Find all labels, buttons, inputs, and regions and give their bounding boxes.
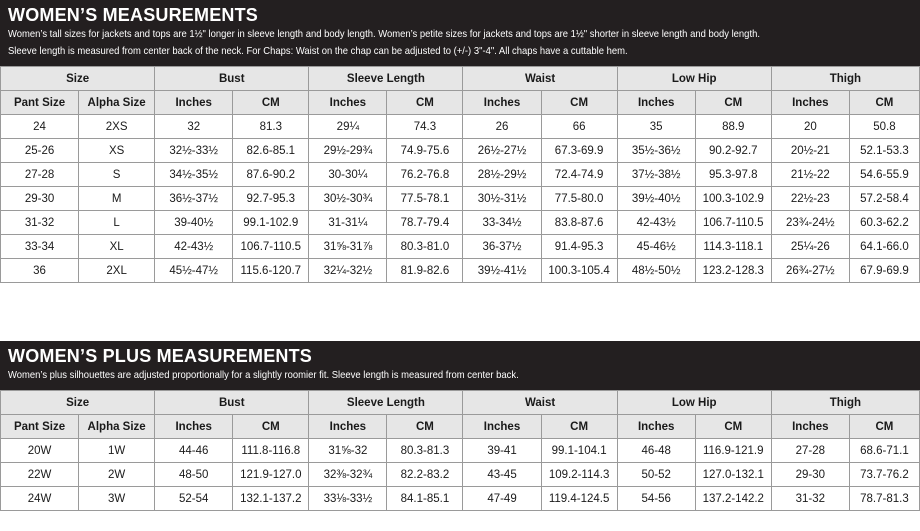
table-cell: XS	[79, 139, 155, 163]
plus-group-thigh: Thigh	[771, 391, 919, 415]
table-row	[1, 115, 920, 139]
table-cell: 32⅜-32¾	[309, 463, 387, 487]
table-cell: 29¼	[309, 115, 387, 139]
table-cell: 31⅝-32	[309, 439, 387, 463]
table-cell: 29-30	[771, 463, 849, 487]
table-cell: 25¼-26	[771, 235, 849, 259]
table-cell: 24	[1, 115, 79, 139]
table-cell: 84.1-85.1	[387, 487, 463, 511]
table-cell: 92.7-95.3	[233, 187, 309, 211]
table-cell: 32	[155, 115, 233, 139]
table-cell: 39½-41½	[463, 259, 541, 283]
table-row	[1, 139, 920, 163]
table-cell: 115.6-120.7	[233, 259, 309, 283]
table-cell: 42-43½	[617, 211, 695, 235]
table-cell: 50.8	[849, 115, 919, 139]
table-cell: 80.3-81.0	[387, 235, 463, 259]
table-cell: 43-45	[463, 463, 541, 487]
table-row	[1, 463, 920, 487]
table-cell: 45-46½	[617, 235, 695, 259]
womens-table-body	[1, 115, 920, 283]
table-cell: 88.9	[695, 115, 771, 139]
table-cell: 81.9-82.6	[387, 259, 463, 283]
table-cell: 90.2-92.7	[695, 139, 771, 163]
womens-subheader-row	[1, 91, 920, 115]
table-cell: 47-49	[463, 487, 541, 511]
table-cell: 32½-33½	[155, 139, 233, 163]
table-cell: 60.3-62.2	[849, 211, 919, 235]
table-cell: 32¼-32½	[309, 259, 387, 283]
column-header: CM	[233, 91, 309, 115]
column-header: Inches	[463, 91, 541, 115]
table-cell: 39-40½	[155, 211, 233, 235]
table-cell: 91.4-95.3	[541, 235, 617, 259]
table-cell: 29-30	[1, 187, 79, 211]
table-cell: 22W	[1, 463, 79, 487]
table-cell: 33-34½	[463, 211, 541, 235]
table-row	[1, 487, 920, 511]
table-cell: 99.1-102.9	[233, 211, 309, 235]
table-cell: 83.8-87.6	[541, 211, 617, 235]
table-cell: 33-34	[1, 235, 79, 259]
section-spacer	[0, 283, 920, 341]
table-cell: 67.3-69.9	[541, 139, 617, 163]
table-cell: 39-41	[463, 439, 541, 463]
womens-note-2: Sleeve length is measured from center back of the neck. For Chaps: Waist on the chap can be adjusted to (+/-) 3"-4". All chaps have a cuttable hem.	[8, 45, 628, 57]
table-cell: 95.3-97.8	[695, 163, 771, 187]
table-cell: 2XS	[79, 115, 155, 139]
column-header: Inches	[617, 415, 695, 439]
column-header: Alpha Size	[79, 415, 155, 439]
table-cell: 46-48	[617, 439, 695, 463]
table-cell: 42-43½	[155, 235, 233, 259]
table-row	[1, 259, 920, 283]
table-cell: 119.4-124.5	[541, 487, 617, 511]
plus-size-table	[0, 390, 920, 511]
womens-header	[0, 0, 920, 66]
table-cell: 28½-29½	[463, 163, 541, 187]
table-cell: 26	[463, 115, 541, 139]
table-cell: 37½-38½	[617, 163, 695, 187]
womens-group-header-row	[1, 67, 920, 91]
table-cell: 48½-50½	[617, 259, 695, 283]
table-cell: 78.7-79.4	[387, 211, 463, 235]
table-cell: 111.8-116.8	[233, 439, 309, 463]
womens-group-sleeve-length: Sleeve Length	[309, 67, 463, 91]
plus-section	[0, 341, 920, 511]
table-cell: 54.6-55.9	[849, 163, 919, 187]
table-row	[1, 235, 920, 259]
column-header: CM	[849, 91, 919, 115]
table-cell: 64.1-66.0	[849, 235, 919, 259]
table-cell: 77.5-78.1	[387, 187, 463, 211]
column-header: Inches	[309, 415, 387, 439]
column-header: Inches	[309, 91, 387, 115]
plus-table-body	[1, 439, 920, 511]
table-cell: 52-54	[155, 487, 233, 511]
table-cell: 34½-35½	[155, 163, 233, 187]
plus-header	[0, 341, 920, 390]
column-header: Inches	[463, 415, 541, 439]
table-cell: 22½-23	[771, 187, 849, 211]
table-cell: 52.1-53.3	[849, 139, 919, 163]
table-cell: 36	[1, 259, 79, 283]
table-cell: 31-31¼	[309, 211, 387, 235]
table-cell: 21½-22	[771, 163, 849, 187]
table-cell: 35	[617, 115, 695, 139]
table-cell: 45½-47½	[155, 259, 233, 283]
table-cell: L	[79, 211, 155, 235]
table-cell: 127.0-132.1	[695, 463, 771, 487]
table-cell: XL	[79, 235, 155, 259]
column-header: CM	[233, 415, 309, 439]
table-cell: 72.4-74.9	[541, 163, 617, 187]
table-cell: 87.6-90.2	[233, 163, 309, 187]
table-cell: 67.9-69.9	[849, 259, 919, 283]
womens-title: WOMEN’S MEASUREMENTS	[8, 5, 259, 25]
table-cell: 78.7-81.3	[849, 487, 919, 511]
table-cell: 35½-36½	[617, 139, 695, 163]
table-cell: 81.3	[233, 115, 309, 139]
table-cell: 57.2-58.4	[849, 187, 919, 211]
table-cell: 27-28	[771, 439, 849, 463]
table-cell: 26¾-27½	[771, 259, 849, 283]
table-cell: 116.9-121.9	[695, 439, 771, 463]
table-cell: 3W	[79, 487, 155, 511]
column-header: Inches	[771, 415, 849, 439]
plus-group-bust: Bust	[155, 391, 309, 415]
table-cell: 68.6-71.1	[849, 439, 919, 463]
column-header: Inches	[155, 415, 233, 439]
table-cell: 2XL	[79, 259, 155, 283]
plus-group-low-hip: Low Hip	[617, 391, 771, 415]
table-cell: 74.3	[387, 115, 463, 139]
table-cell: 27-28	[1, 163, 79, 187]
table-cell: 82.6-85.1	[233, 139, 309, 163]
table-cell: 54-56	[617, 487, 695, 511]
table-cell: 100.3-102.9	[695, 187, 771, 211]
table-cell: 31-32	[771, 487, 849, 511]
table-cell: 109.2-114.3	[541, 463, 617, 487]
table-cell: 20	[771, 115, 849, 139]
table-cell: 36½-37½	[155, 187, 233, 211]
table-cell: 2W	[79, 463, 155, 487]
table-cell: 48-50	[155, 463, 233, 487]
plus-note-1: Women’s plus silhouettes are adjusted proportionally for a slightly roomier fit. Sleeve length is measured from center back.	[8, 369, 519, 381]
plus-subheader-row	[1, 415, 920, 439]
column-header: CM	[695, 415, 771, 439]
column-header: CM	[541, 91, 617, 115]
column-header: Inches	[155, 91, 233, 115]
table-cell: 121.9-127.0	[233, 463, 309, 487]
table-cell: 24W	[1, 487, 79, 511]
womens-group-bust: Bust	[155, 67, 309, 91]
table-cell: S	[79, 163, 155, 187]
column-header: Alpha Size	[79, 91, 155, 115]
table-cell: 123.2-128.3	[695, 259, 771, 283]
column-header: CM	[387, 91, 463, 115]
column-header: CM	[695, 91, 771, 115]
table-cell: 44-46	[155, 439, 233, 463]
table-row	[1, 187, 920, 211]
table-cell: 30½-30¾	[309, 187, 387, 211]
table-cell: 36-37½	[463, 235, 541, 259]
table-cell: 39½-40½	[617, 187, 695, 211]
plus-group-sleeve-length: Sleeve Length	[309, 391, 463, 415]
table-cell: 30½-31½	[463, 187, 541, 211]
womens-group-low-hip: Low Hip	[617, 67, 771, 91]
table-cell: 31-32	[1, 211, 79, 235]
table-cell: 25-26	[1, 139, 79, 163]
plus-title: WOMEN’S PLUS MEASUREMENTS	[8, 346, 313, 366]
table-cell: 77.5-80.0	[541, 187, 617, 211]
table-cell: 31⅝-31⅞	[309, 235, 387, 259]
table-cell: 20½-21	[771, 139, 849, 163]
table-cell: 66	[541, 115, 617, 139]
table-cell: 1W	[79, 439, 155, 463]
column-header: CM	[387, 415, 463, 439]
table-cell: M	[79, 187, 155, 211]
womens-note-1: Women’s tall sizes for jackets and tops are 1½" longer in sleeve length and body length. Women’s petite sizes for jackets and tops are 1½" shorter in sleeve length and body length.	[8, 28, 760, 40]
table-cell: 30-30¼	[309, 163, 387, 187]
table-cell: 82.2-83.2	[387, 463, 463, 487]
table-cell: 26½-27½	[463, 139, 541, 163]
plus-group-header-row	[1, 391, 920, 415]
table-cell: 100.3-105.4	[541, 259, 617, 283]
table-row	[1, 439, 920, 463]
column-header: Pant Size	[1, 415, 79, 439]
table-cell: 106.7-110.5	[233, 235, 309, 259]
womens-group-thigh: Thigh	[771, 67, 919, 91]
table-cell: 74.9-75.6	[387, 139, 463, 163]
table-row	[1, 211, 920, 235]
table-cell: 73.7-76.2	[849, 463, 919, 487]
table-cell: 106.7-110.5	[695, 211, 771, 235]
column-header: Pant Size	[1, 91, 79, 115]
table-cell: 80.3-81.3	[387, 439, 463, 463]
column-header: Inches	[771, 91, 849, 115]
table-cell: 76.2-76.8	[387, 163, 463, 187]
table-row	[1, 163, 920, 187]
plus-group-waist: Waist	[463, 391, 617, 415]
table-cell: 33⅛-33½	[309, 487, 387, 511]
womens-size-table	[0, 66, 920, 283]
column-header: Inches	[617, 91, 695, 115]
table-cell: 23¾-24½	[771, 211, 849, 235]
table-cell: 29½-29¾	[309, 139, 387, 163]
table-cell: 132.1-137.2	[233, 487, 309, 511]
table-cell: 20W	[1, 439, 79, 463]
column-header: CM	[541, 415, 617, 439]
column-header: CM	[849, 415, 919, 439]
table-cell: 50-52	[617, 463, 695, 487]
plus-group-size: Size	[1, 391, 155, 415]
table-cell: 99.1-104.1	[541, 439, 617, 463]
table-cell: 137.2-142.2	[695, 487, 771, 511]
womens-group-size: Size	[1, 67, 155, 91]
table-cell: 114.3-118.1	[695, 235, 771, 259]
womens-group-waist: Waist	[463, 67, 617, 91]
